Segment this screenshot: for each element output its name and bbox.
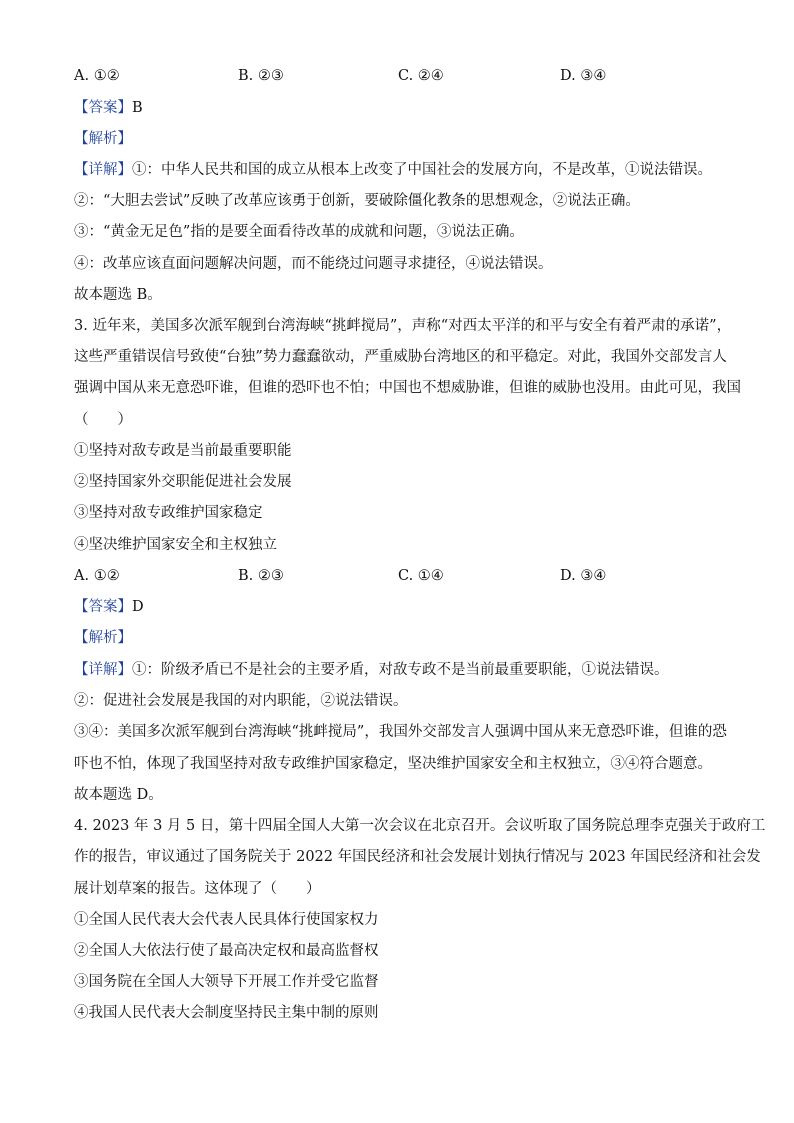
- q2-detail-line: [74, 161, 734, 179]
- q4-stem-line: 4. 2023 年 3 月 5 日，第十四届全国人大第一次会议在北京召开。会议听取了国务院总理李克强关于政府工: [74, 818, 766, 834]
- q3-detail-line: [74, 661, 734, 679]
- q4-stem-line: 作的报告，审议通过了国务院关于 2022 年国民经济和社会发展计划执行情况与 2023 年国民经济和社会发: [74, 849, 761, 865]
- q3-conclusion: 故本题选 D。: [74, 787, 163, 803]
- q3-analysis-tag: 【解析】: [74, 630, 132, 646]
- q3-options: [74, 567, 734, 585]
- q2-option-a: A. ①②: [74, 68, 120, 84]
- q2-conclusion: 故本题选 B。: [74, 287, 162, 303]
- answer-tag: 【答案】: [74, 599, 132, 615]
- answer-value: B: [132, 100, 143, 116]
- q4-statement: ②全国人大依法行使了最高决定权和最高监督权: [74, 943, 379, 959]
- q2-detail-line: ④：改革应该直面问题解决问题，而不能绕过问题寻求捷径，④说法错误。: [74, 256, 553, 272]
- q3-stem-line: 3. 近年来，美国多次派军舰到台湾海峡“挑衅搅局”，声称“对西太平洋的和平与安全有着严肃的承诺”，: [74, 318, 732, 334]
- q4-statement: ④我国人民代表大会制度坚持民主集中制的原则: [74, 1005, 379, 1021]
- q4-statement: ①全国人民代表大会代表人民具体行使国家权力: [74, 912, 379, 928]
- q2-detail-line: ②：“大胆去尝试”反映了改革应该勇于创新，要破除僵化教条的思想观念，②说法正确。: [74, 193, 640, 209]
- q3-detail-line: ③④：美国多次派军舰到台湾海峡“挑衅搅局”，我国外交部发言人强调中国从来无意恐吓谁，但谁的恐: [74, 724, 727, 740]
- q2-analysis-tag: 【解析】: [74, 131, 132, 147]
- q2-answer: [74, 99, 734, 117]
- detail-tag: 【详解】: [74, 162, 132, 178]
- q2-option-b: B. ②③: [238, 68, 284, 84]
- q4-stem-line: 展计划草案的报告。这体现了（ ）: [74, 881, 321, 897]
- q3-stem-line: 这些严重错误信号致使“台独”势力蠢蠢欲动，严重威胁台湾地区的和平稳定。对此，我国外交部发言人: [74, 349, 727, 365]
- q3-stem-line: （ ）: [74, 412, 132, 428]
- q3-detail-line: ②：促进社会发展是我国的对内职能，②说法错误。: [74, 693, 408, 709]
- answer-tag: 【答案】: [74, 100, 132, 116]
- detail-text: ①：中华人民共和国的成立从根本上改变了中国社会的发展方向，不是改革，①说法错误。: [132, 162, 712, 178]
- q3-statement: ④坚决维护国家安全和主权独立: [74, 537, 277, 553]
- q3-statement: ②坚持国家外交职能促进社会发展: [74, 474, 292, 490]
- q3-stem-line: 强调中国从来无意恐吓谁，但谁的恐吓也不怕；中国也不想威胁谁，但谁的威胁也没用。由此可见，我国: [74, 380, 741, 396]
- q3-option-a: A. ①②: [74, 568, 120, 584]
- q3-statement: ①坚持对敌专政是当前最重要职能: [74, 443, 292, 459]
- q2-detail-line: ③：“黄金无足色”指的是要全面看待改革的成就和问题，③说法正确。: [74, 224, 524, 240]
- q3-option-d: D. ③④: [560, 568, 607, 584]
- detail-tag: 【详解】: [74, 662, 132, 678]
- answer-value: D: [132, 599, 144, 615]
- q2-options: [74, 67, 734, 85]
- q3-option-c: C. ①④: [398, 568, 444, 584]
- q2-option-d: D. ③④: [560, 68, 607, 84]
- q3-statement: ③坚持对敌专政维护国家稳定: [74, 505, 263, 521]
- detail-text: ①：阶级矛盾已不是社会的主要矛盾，对敌专政不是当前最重要职能，①说法错误。: [132, 662, 669, 678]
- q3-detail-line: 吓也不怕，体现了我国坚持对敌专政维护国家稳定，坚决维护国家安全和主权独立，③④符合题意。: [74, 756, 712, 772]
- q3-option-b: B. ②③: [238, 568, 284, 584]
- q4-statement: ③国务院在全国人大领导下开展工作并受它监督: [74, 974, 379, 990]
- q3-answer: [74, 598, 734, 616]
- q2-option-c: C. ②④: [398, 68, 444, 84]
